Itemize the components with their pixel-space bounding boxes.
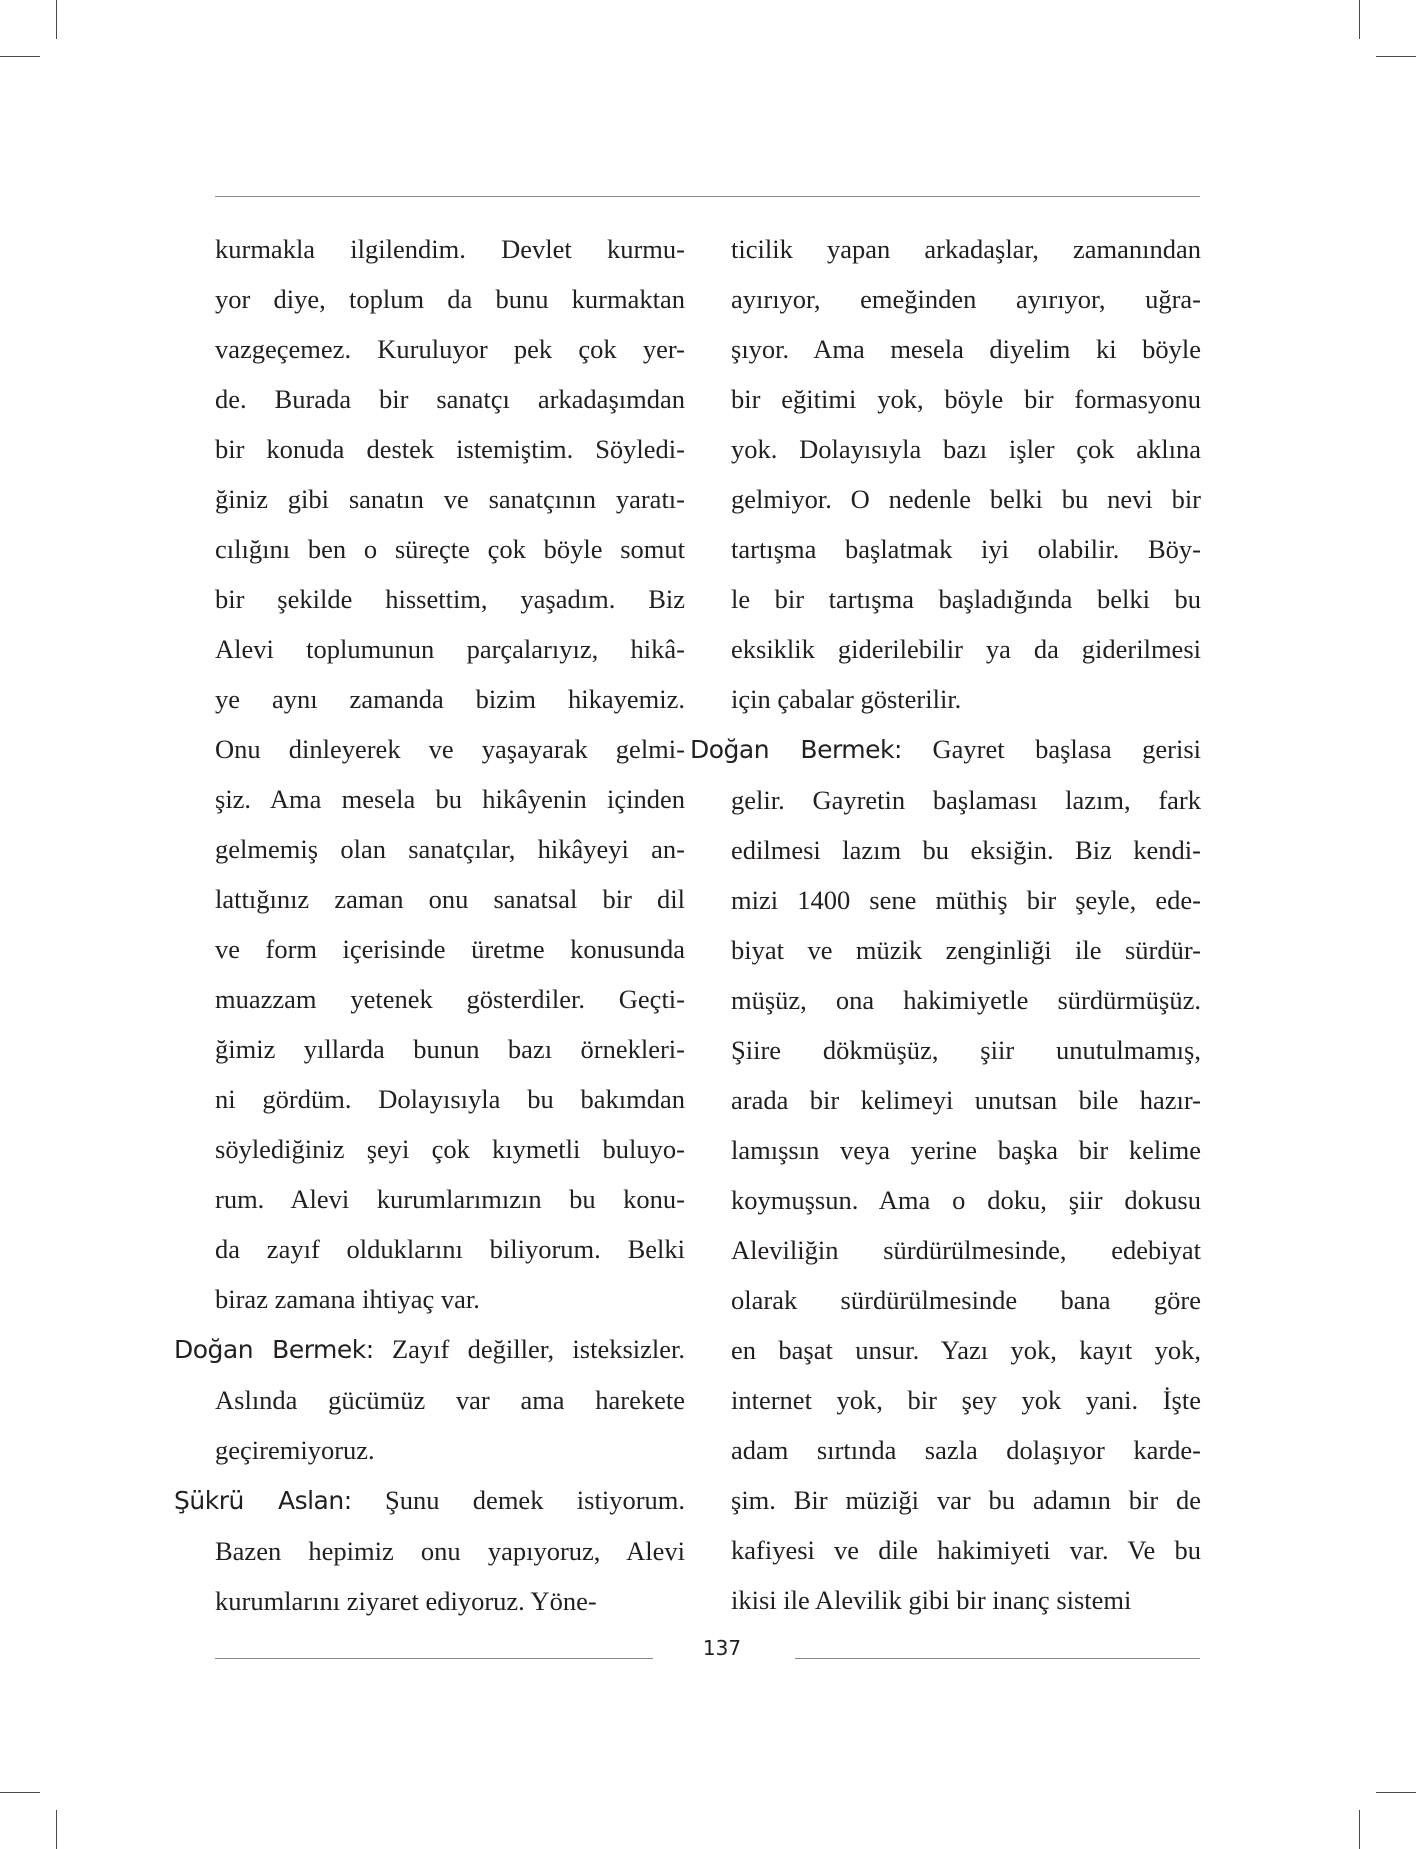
line-text: söylediğiniz şeyi çok kıymetli buluyo- [215, 1134, 685, 1164]
line-text: kurumlarını ziyaret ediyoruz. Yöne- [215, 1586, 597, 1616]
text-line [731, 524, 1201, 574]
footer-rule-right [795, 1658, 1200, 1659]
line-text: ikisi ile Alevilik gibi bir inanç sistemi [731, 1585, 1132, 1615]
speaker-name: Doğan Bermek: [690, 735, 902, 764]
line-text: bir eğitimi yok, böyle bir formasyonu [731, 384, 1201, 414]
left-column [174, 224, 686, 1626]
text-line [215, 424, 685, 474]
line-text: kurmakla ilgilendim. Devlet kurmu- [215, 234, 685, 264]
text-line [731, 1275, 1201, 1325]
line-text: biyat ve müzik zenginliği ile sürdür- [731, 935, 1201, 965]
line-text: cılığını ben o süreçte çok böyle somut [215, 534, 685, 564]
line-text: olarak sürdürülmesinde bana göre [731, 1285, 1201, 1315]
line-text: ye aynı zamanda bizim hikayemiz. [215, 684, 685, 714]
crop-mark [1359, 1810, 1360, 1849]
text-line [731, 1025, 1201, 1075]
footer-rule-left [215, 1658, 653, 1659]
text-line [731, 574, 1201, 624]
header-rule [215, 196, 1200, 197]
text-line [731, 875, 1201, 925]
line-text: eksiklik giderilebilir ya da giderilmesi [731, 634, 1201, 664]
line-text: Aslında gücümüz var ama harekete [215, 1385, 685, 1415]
text-line [215, 1526, 685, 1576]
text-line [215, 974, 685, 1024]
text-line [215, 574, 685, 624]
line-text: biraz zamana ihtiyaç var. [215, 1284, 480, 1314]
line-text: geçiremiyoruz. [215, 1435, 375, 1465]
text-line [215, 1274, 685, 1324]
line-text: vazgeçemez. Kuruluyor pek çok yer- [215, 334, 685, 364]
text-line [215, 824, 685, 874]
text-line [215, 524, 685, 574]
line-text: Onu dinleyerek ve yaşayarak gelmi- [215, 734, 685, 764]
text-line [215, 874, 685, 924]
text-line [215, 624, 685, 674]
text-line [731, 424, 1201, 474]
line-text: Bazen hepimiz onu yapıyoruz, Alevi [215, 1536, 685, 1566]
text-line [215, 1224, 685, 1274]
text-line [215, 1576, 685, 1626]
line-text: gelmiyor. O nedenle belki bu nevi bir [731, 484, 1201, 514]
text-line [215, 274, 685, 324]
line-text: rum. Alevi kurumlarımızın bu konu- [215, 1184, 685, 1214]
crop-mark [56, 0, 57, 39]
line-text: ğiniz gibi sanatın ve sanatçının yaratı- [215, 484, 685, 514]
text-line [731, 274, 1201, 324]
text-line [174, 1324, 685, 1375]
text-line [731, 825, 1201, 875]
text-line [731, 1175, 1201, 1225]
text-line [215, 1024, 685, 1074]
dialogue-paragraph [174, 1475, 686, 1626]
line-text: gelir. Gayretin başlaması lazım, fark [731, 785, 1201, 815]
crop-mark [56, 1810, 57, 1849]
page-number: 137 [702, 1636, 742, 1660]
line-text: kafiyesi ve dile hakimiyeti var. Ve bu [731, 1535, 1201, 1565]
line-text: arada bir kelimeyi unutsan bile hazır- [731, 1085, 1201, 1115]
text-line [690, 724, 1201, 775]
text-line [731, 1075, 1201, 1125]
text-line [215, 1174, 685, 1224]
text-paragraph [731, 224, 1201, 724]
text-line [731, 1375, 1201, 1425]
line-text: lamışsın veya yerine başka bir kelime [731, 1135, 1201, 1165]
text-line [215, 1375, 685, 1425]
line-text: ticilik yapan arkadaşlar, zamanından [731, 234, 1201, 264]
dialogue-paragraph [690, 724, 1202, 1625]
line-text: şıyor. Ama mesela diyelim ki böyle [731, 334, 1201, 364]
text-line [731, 1575, 1201, 1625]
line-text: Şiire dökmüşüz, şiir unutulmamış, [731, 1035, 1201, 1065]
text-line [731, 1225, 1201, 1275]
line-text: le bir tartışma başladığında belki bu [731, 584, 1201, 614]
right-column [690, 224, 1202, 1625]
text-line [731, 1525, 1201, 1575]
text-line [215, 324, 685, 374]
speaker-name: Doğan Bermek: [174, 1335, 374, 1364]
line-text: için çabalar gösterilir. [731, 684, 962, 714]
line-text: edilmesi lazım bu eksiğin. Biz kendi- [731, 835, 1201, 865]
crop-mark [1376, 56, 1416, 57]
text-line [731, 624, 1201, 674]
line-text: yor diye, toplum da bunu kurmaktan [215, 284, 685, 314]
text-line [731, 474, 1201, 524]
text-line [731, 674, 1201, 724]
line-text: mizi 1400 sene müthiş bir şeyle, ede- [731, 885, 1201, 915]
text-line [215, 1425, 685, 1475]
line-text: lattığınız zaman onu sanatsal bir dil [215, 884, 685, 914]
line-text: yok. Dolayısıyla bazı işler çok aklına [731, 434, 1201, 464]
text-paragraph [215, 224, 685, 1324]
crop-mark [0, 1792, 40, 1793]
line-text: Zayıf değiller, isteksizler. [391, 1334, 686, 1364]
line-text: bir konuda destek istemiştim. Söyledi- [215, 434, 685, 464]
line-text: de. Burada bir sanatçı arkadaşımdan [215, 384, 685, 414]
text-line [731, 775, 1201, 825]
line-text: müşüz, ona hakimiyetle sürdürmüşüz. [731, 985, 1201, 1015]
line-text: internet yok, bir şey yok yani. İşte [731, 1385, 1201, 1415]
text-line [731, 324, 1201, 374]
line-text: Gayret başlasa gerisi [932, 734, 1202, 764]
text-line [731, 1475, 1201, 1525]
text-line [215, 374, 685, 424]
line-text: ve form içerisinde üretme konusunda [215, 934, 685, 964]
line-text: muazzam yetenek gösterdiler. Geçti- [215, 984, 685, 1014]
line-text: ni gördüm. Dolayısıyla bu bakımdan [215, 1084, 685, 1114]
text-line [215, 924, 685, 974]
text-line [731, 374, 1201, 424]
text-line [731, 1125, 1201, 1175]
line-text: bir şekilde hissettim, yaşadım. Biz [215, 584, 685, 614]
text-line [731, 925, 1201, 975]
text-line [215, 224, 685, 274]
text-line [731, 224, 1201, 274]
text-line [731, 1325, 1201, 1375]
line-text: en başat unsur. Yazı yok, kayıt yok, [731, 1335, 1201, 1365]
crop-mark [1376, 1792, 1416, 1793]
text-line [215, 1124, 685, 1174]
line-text: ğimiz yıllarda bunun bazı örnekleri- [215, 1034, 685, 1064]
line-text: şiz. Ama mesela bu hikâyenin içinden [215, 784, 685, 814]
line-text: adam sırtında sazla dolaşıyor karde- [731, 1435, 1201, 1465]
text-line [215, 1074, 685, 1124]
speaker-name: Şükrü Aslan: [174, 1486, 352, 1515]
text-line [731, 1425, 1201, 1475]
dialogue-paragraph [174, 1324, 686, 1475]
text-line [215, 474, 685, 524]
text-line [215, 674, 685, 724]
line-text: ayırıyor, emeğinden ayırıyor, uğra- [731, 284, 1201, 314]
line-text: gelmemiş olan sanatçılar, hikâyeyi an- [215, 834, 685, 864]
text-line [174, 1475, 685, 1526]
line-text: tartışma başlatmak iyi olabilir. Böy- [731, 534, 1201, 564]
crop-mark [1359, 0, 1360, 39]
line-text: şim. Bir müziği var bu adamın bir de [731, 1485, 1201, 1515]
text-line [215, 724, 685, 774]
line-text: koymuşsun. Ama o doku, şiir dokusu [731, 1185, 1201, 1215]
crop-mark [0, 56, 40, 57]
line-text: Şunu demek istiyorum. [384, 1485, 686, 1515]
line-text: Alevi toplumunun parçalarıyız, hikâ- [215, 634, 685, 664]
line-text: Aleviliğin sürdürülmesinde, edebiyat [731, 1235, 1201, 1265]
line-text: da zayıf olduklarını biliyorum. Belki [215, 1234, 685, 1264]
text-line [215, 774, 685, 824]
text-line [731, 975, 1201, 1025]
